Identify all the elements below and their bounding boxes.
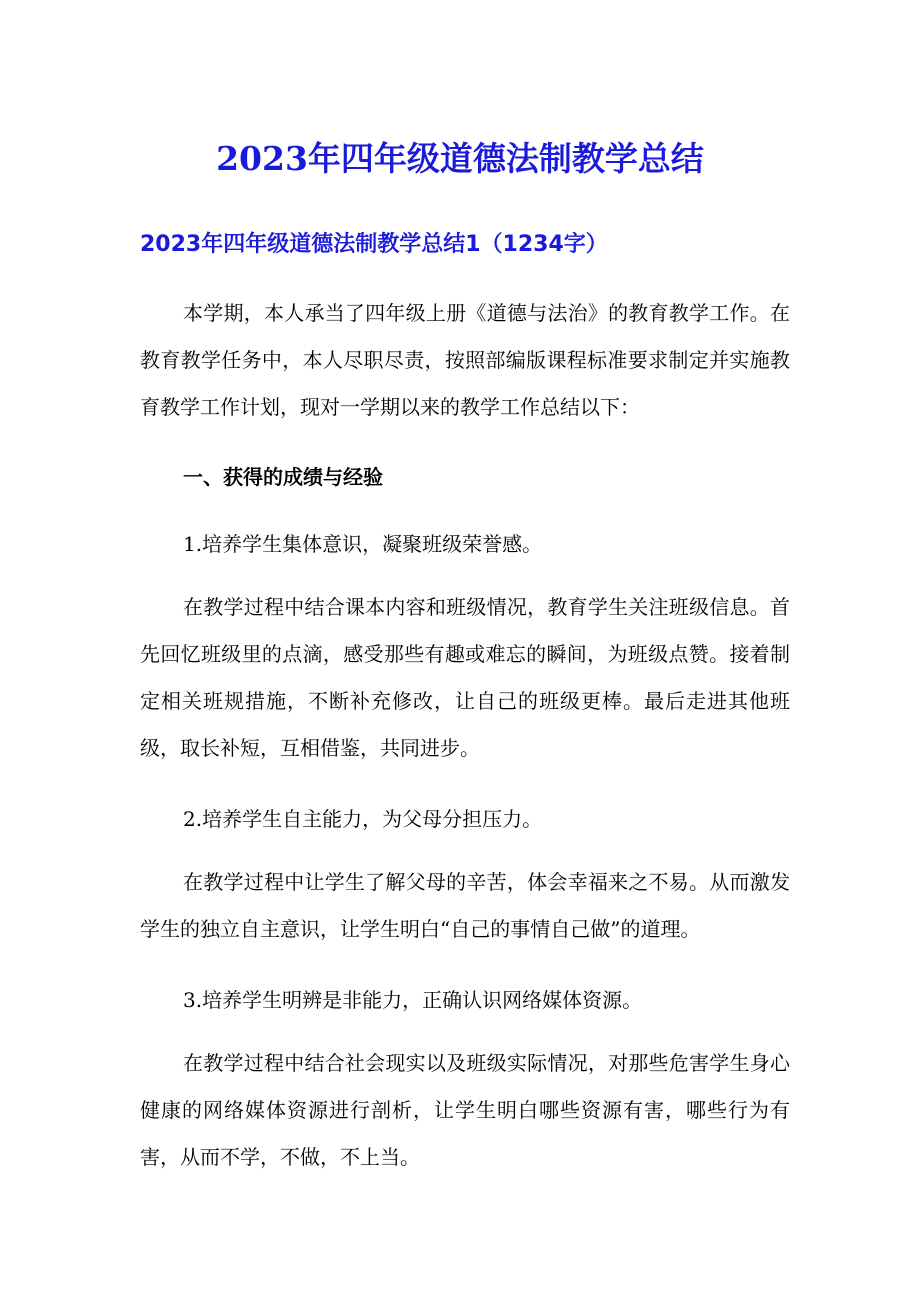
item-paragraph-3: 在教学过程中结合社会现实以及班级实际情况，对那些危害学生身心健康的网络媒体资源进行剖析，让学生明白哪些资源有害，哪些行为有害，从而不学，不做，不上当。 xyxy=(140,1051,790,1169)
section-title: 2023年四年级道德法制教学总结1（1234字） xyxy=(140,232,608,257)
heading-achievements: 一、获得的成绩与经验 xyxy=(183,465,383,489)
item-paragraph-2: 在教学过程中让学生了解父母的辛苦，体会幸福来之不易。从而激发学生的独立自主意识，让学生明白“自己的事情自己做”的道理。 xyxy=(140,870,790,941)
item-heading-1: 1.培养学生集体意识，凝聚班级荣誉感。 xyxy=(183,532,543,556)
intro-paragraph: 本学期，本人承当了四年级上册《道德与法治》的教育教学工作。在教育教学任务中，本人尽职尽责，按照部编版课程标准要求制定并实施教育教学工作计划，现对一学期以来的教学工作总结以下： xyxy=(140,301,790,419)
document-title: 2023年四年级道德法制教学总结 xyxy=(216,139,704,178)
item-heading-3: 3.培养学生明辨是非能力，正确认识网络媒体资源。 xyxy=(183,988,643,1012)
item-heading-2: 2.培养学生自主能力，为父母分担压力。 xyxy=(183,807,543,831)
item-paragraph-1: 在教学过程中结合课本内容和班级情况，教育学生关注班级信息。首先回忆班级里的点滴，感受那些有趣或难忘的瞬间，为班级点赞。接着制定相关班规措施，不断补充修改，让自己的班级更棒。最后走进其他班级，取长补短，互相借鉴，共同进步。 xyxy=(140,595,790,760)
